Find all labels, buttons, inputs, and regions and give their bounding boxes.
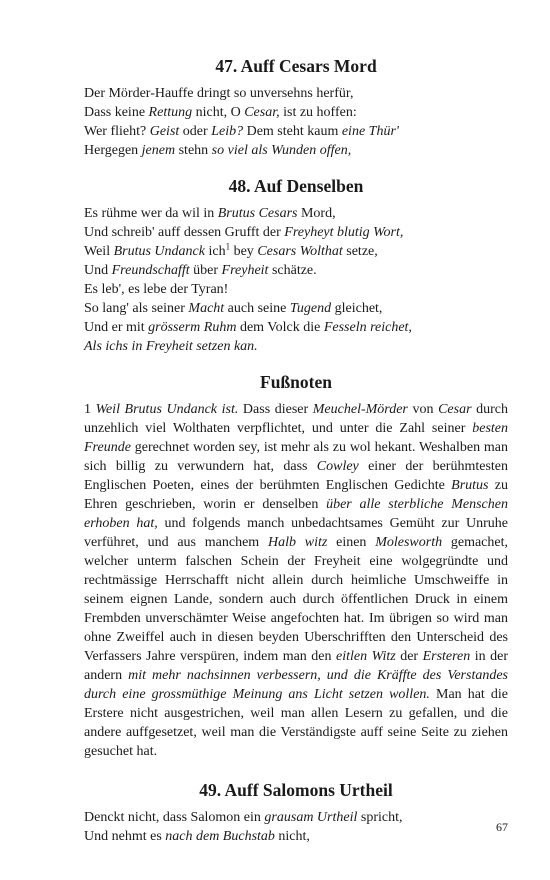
italic-text: Meuchel-Mörder: [312, 402, 408, 417]
italic-text: Freyheit: [221, 263, 269, 278]
text-run: über: [189, 263, 222, 278]
poem-49: [84, 808, 508, 846]
text-run: einer der berühmtesten Englischen Poeten, eines der berühmten Englischen Gedichte: [84, 459, 508, 493]
text-run: auch seine: [224, 301, 290, 316]
poem-line: [84, 299, 508, 318]
poem-line: [84, 141, 508, 160]
italic-text: Ersteren: [422, 649, 471, 664]
poem-line: [84, 318, 508, 337]
section-title-48: 48. Auf Denselben: [228, 176, 364, 196]
text-run: durch unzehlich viel Wolthaten verpflichtet, und unter die Zahl seiner: [84, 402, 508, 436]
text-run: Dass keine: [84, 105, 149, 120]
poem-47: [84, 84, 508, 160]
text-run: dem Volck die: [236, 320, 324, 335]
poem-line: [84, 84, 508, 103]
italic-text: Brutus: [451, 478, 489, 493]
poem-line: [84, 337, 508, 356]
italic-text: Cesar: [438, 402, 472, 417]
italic-text: Freyheyt blutig Wort,: [284, 225, 404, 240]
italic-text: Fesseln reichet,: [323, 320, 412, 335]
footnote-marker: 1: [225, 241, 231, 252]
text-run: Und nehmt es: [84, 829, 166, 844]
text-run: gerechnet worden sey, ist mehr als zu wol hekant. Weshalben man sich billig zu verwundern hat, dass: [84, 440, 508, 474]
text-run: Dass dieser: [238, 402, 313, 417]
italic-text: Cesar,: [244, 105, 280, 120]
footnote-1: [84, 400, 508, 761]
italic-text: Cesars Wolthat: [257, 244, 343, 259]
text-run: Und: [84, 263, 112, 278]
page-body: [84, 54, 508, 846]
italic-text: Halb witz: [267, 535, 328, 550]
text-run: schätze.: [268, 263, 317, 278]
italic-text: so viel als Wunden offen,: [211, 143, 352, 158]
italic-text: mit mehr nachsinnen verbessern, und die Kräffte des Verstandes durch eine grossmüthige Meinung ans Licht setzen wollen.: [84, 668, 508, 702]
text-run: Wer flieht?: [84, 124, 150, 139]
section-title-49: 49. Auff Salomons Urtheil: [199, 780, 393, 800]
text-run: bey: [230, 244, 258, 259]
poem-line: [84, 242, 508, 261]
text-run: der: [395, 649, 423, 664]
italic-text: grausam Urtheil: [264, 810, 358, 825]
text-run: von: [407, 402, 439, 417]
text-run: 1: [84, 402, 96, 417]
poem-48: [84, 204, 508, 356]
text-run: zu Ehren geschrieben, worin er denselben: [84, 478, 508, 512]
text-run: stehn: [175, 143, 212, 158]
footnotes-title: Fußnoten: [260, 372, 332, 392]
italic-text: nach dem Buchstab: [165, 829, 275, 844]
text-run: in der andern: [84, 649, 508, 683]
text-run: Es leb', es lebe der Tyran!: [84, 282, 229, 297]
text-run: nicht,: [274, 829, 310, 844]
text-run: ist zu hoffen:: [279, 105, 357, 120]
text-run: Es rühme wer da wil in: [84, 206, 218, 221]
poem-line: [84, 204, 508, 223]
section-title-47: 47. Auff Cesars Mord: [215, 56, 377, 76]
italic-text: Brutus Undanck: [113, 244, 205, 259]
italic-text: Molesworth: [375, 535, 443, 550]
italic-text: Rettung: [148, 105, 193, 120]
text-run: gleichet,: [331, 301, 383, 316]
italic-text: eitlen Witz: [336, 649, 396, 664]
text-run: Man hat die Erstere nicht ausgestrichen, weil man allen Lesern zu gefallen, und die andere auffgesetzet, weil man die Verständigste auff seine Seite zu ziehen gesuchet hat.: [84, 687, 508, 759]
italic-text: Weil Brutus Undanck ist.: [95, 402, 239, 417]
italic-text: besten Freunde: [84, 421, 508, 455]
text-run: spricht,: [357, 810, 403, 825]
italic-text: Als ichs in Freyheit setzen kan.: [84, 339, 258, 354]
text-run: und folgends manch unbedachtsames Gemüht zur Unruhe verführet, und aus manchem: [84, 516, 508, 550]
text-run: Und er mit: [84, 320, 149, 335]
italic-text: jenem: [141, 143, 176, 158]
text-run: Dem steht kaum: [243, 124, 342, 139]
text-run: ich: [204, 244, 226, 259]
poem-line: [84, 808, 508, 827]
text-run: gemachet, welcher unterm falschen Schein der Freyheit eine wolgegründte und rechtmässige Herrschafft nicht allein durch heimliche Umschweiffe in seinem eignen Lande, sondern auch durch öffentlichen Druck in einem Frembden unverschämter Weise angefochten hat. Im übrigen so wird man ohne Zweiffel auch in diesen beyden Uberschrifften den Unterscheid des Verfassers Jahre verspüren, indem man den: [84, 535, 508, 664]
italic-text: eine Thür': [341, 124, 399, 139]
italic-text: über alle sterbliche Menschen erhoben hat,: [84, 497, 508, 531]
poem-line: [84, 223, 508, 242]
italic-text: grösserm Ruhm: [148, 320, 237, 335]
text-run: oder: [179, 124, 212, 139]
poem-line: [84, 261, 508, 280]
text-run: Denckt nicht, dass Salomon ein: [84, 810, 265, 825]
text-run: nicht, O: [192, 105, 245, 120]
italic-text: Cowley: [316, 459, 359, 474]
text-run: einen: [327, 535, 376, 550]
text-run: setze,: [342, 244, 378, 259]
text-run: Und schreib' auff dessen Grufft der: [84, 225, 285, 240]
poem-line: [84, 827, 508, 846]
text-run: Weil: [84, 244, 114, 259]
poem-line: [84, 280, 508, 299]
italic-text: Freundschafft: [111, 263, 190, 278]
italic-text: Geist: [149, 124, 180, 139]
text-run: Mord,: [297, 206, 336, 221]
poem-line: [84, 103, 508, 122]
italic-text: Macht: [188, 301, 225, 316]
page-number: 67: [496, 820, 508, 834]
italic-text: Tugend: [289, 301, 332, 316]
text-run: Hergegen: [84, 143, 142, 158]
italic-text: Brutus Cesars: [217, 206, 298, 221]
text-run: So lang' als seiner: [84, 301, 189, 316]
poem-line: [84, 122, 508, 141]
italic-text: Leib?: [211, 124, 244, 139]
text-run: Der Mörder-Hauffe dringt so unversehns herfür,: [84, 86, 354, 101]
